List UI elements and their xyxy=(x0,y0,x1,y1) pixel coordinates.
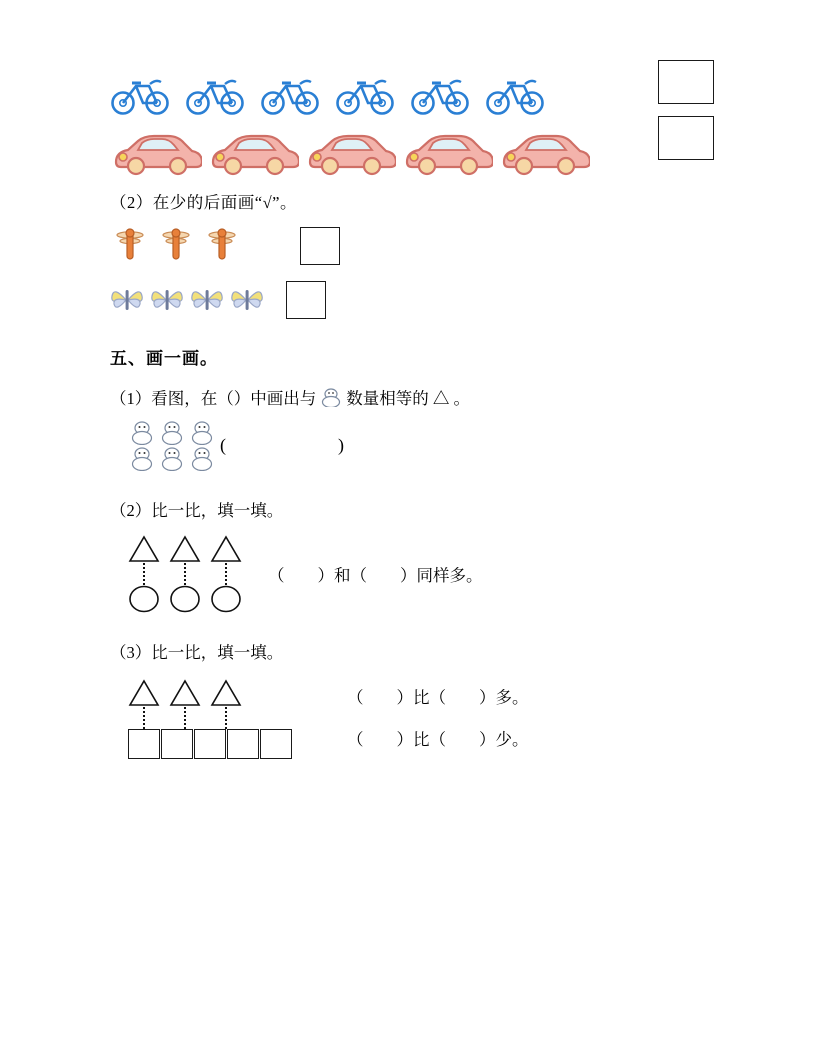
compare-group-3 xyxy=(128,677,706,761)
answer-box-bicycle[interactable] xyxy=(658,60,714,104)
dragonfly-icon xyxy=(110,226,150,266)
answer-box-car[interactable] xyxy=(658,116,714,160)
bicycle-icon xyxy=(185,70,247,116)
circle-icon xyxy=(210,585,242,613)
section-five-heading: 五、画一画。 xyxy=(110,349,218,369)
car-icon xyxy=(110,126,202,176)
snowman-icon xyxy=(188,445,218,471)
circle-row-2 xyxy=(128,585,242,613)
dotted-connectors-2 xyxy=(128,563,242,585)
butterfly-icon xyxy=(110,284,144,316)
butterfly-icon xyxy=(150,284,184,316)
square-icon xyxy=(260,729,292,759)
snowman-icon xyxy=(188,419,218,445)
insect-block xyxy=(110,224,706,322)
bicycle-row xyxy=(110,60,706,116)
snowman-icon xyxy=(158,445,188,471)
triangle-icon xyxy=(128,535,160,563)
butterfly-icon xyxy=(230,284,264,316)
compare-sentence-2[interactable]: （ ）和（ ）同样多。 xyxy=(268,566,483,586)
dotted-connectors-3 xyxy=(128,707,293,729)
bicycle-icon xyxy=(260,70,322,116)
triangle-row-3 xyxy=(128,679,293,707)
snowman-icon xyxy=(158,419,188,445)
section-five-item-3-label: （3）比一比，填一填。 xyxy=(110,643,284,663)
section-five-item-1-label xyxy=(110,385,706,409)
dragonfly-line xyxy=(110,224,706,268)
circle-icon xyxy=(128,585,160,613)
square-icon xyxy=(194,729,226,759)
top-answer-boxes xyxy=(658,60,714,172)
answer-paren-open[interactable]: ( xyxy=(220,434,226,455)
triangle-icon xyxy=(128,679,160,707)
section-five-item-2-label: （2）比一比，填一填。 xyxy=(110,501,284,521)
bicycle-icon xyxy=(485,70,547,116)
dragonfly-row xyxy=(110,224,242,268)
car-icon xyxy=(207,126,299,176)
snowman-icon xyxy=(128,419,158,445)
compare-sentences-3 xyxy=(347,677,529,761)
dotted-line xyxy=(210,707,242,729)
dotted-line xyxy=(210,563,242,585)
snowman-icon xyxy=(318,387,344,407)
answer-box-dragonfly[interactable] xyxy=(300,227,340,265)
compare-sentence-3-more[interactable]: （ ）比（ ）多。 xyxy=(347,688,529,708)
square-icon xyxy=(161,729,193,759)
compare-sentence-3-less[interactable]: （ ）比（ ）少。 xyxy=(347,730,529,750)
compare-figures-2 xyxy=(128,535,242,613)
bicycle-icon xyxy=(410,70,472,116)
bicycle-icon xyxy=(335,70,397,116)
car-icon xyxy=(401,126,493,176)
triangle-icon xyxy=(169,679,201,707)
car-icon xyxy=(304,126,396,176)
dragonfly-icon xyxy=(156,226,196,266)
dotted-line xyxy=(169,707,201,729)
car-icon xyxy=(498,126,590,176)
square-icon xyxy=(128,729,160,759)
snowman-answer-row xyxy=(110,419,706,471)
snowman-grid xyxy=(128,419,218,471)
circle-icon xyxy=(169,585,201,613)
item-1-text-before: （1）看图，在（）中画出与 xyxy=(110,389,317,409)
car-row xyxy=(110,120,706,176)
triangle-row-2 xyxy=(128,535,242,563)
answer-paren-close[interactable]: ) xyxy=(338,434,344,455)
compare-group-2 xyxy=(128,535,706,613)
triangle-icon xyxy=(169,535,201,563)
dotted-line xyxy=(128,707,160,729)
bicycle-icon xyxy=(110,70,172,116)
butterfly-row xyxy=(110,278,264,322)
compare-figures-3 xyxy=(128,679,293,759)
butterfly-box-wrap xyxy=(286,281,326,319)
question-2-label: （2）在少的后面画“√”。 xyxy=(110,193,297,212)
dotted-line xyxy=(128,563,160,585)
triangle-icon xyxy=(210,679,242,707)
dragonfly-icon xyxy=(202,226,242,266)
item-1-text-after: 数量相等的 △ 。 xyxy=(346,389,470,409)
dotted-line xyxy=(169,563,201,585)
butterfly-line xyxy=(110,278,706,322)
butterfly-icon xyxy=(190,284,224,316)
square-icon xyxy=(227,729,259,759)
snowman-icon xyxy=(128,445,158,471)
dragonfly-box-wrap xyxy=(300,227,340,265)
triangle-icon xyxy=(210,535,242,563)
square-row-3 xyxy=(128,729,293,759)
top-picture-section xyxy=(110,60,706,176)
answer-box-butterfly[interactable] xyxy=(286,281,326,319)
